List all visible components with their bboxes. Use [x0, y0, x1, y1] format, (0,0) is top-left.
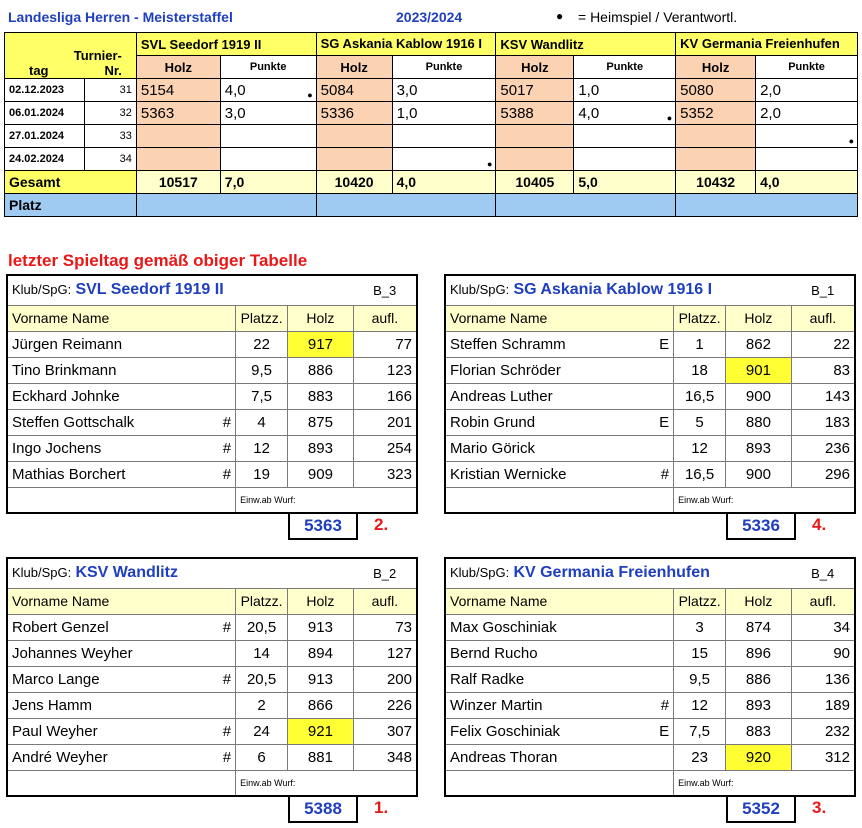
schedule-row: [5, 102, 858, 125]
platz-label: Platz: [5, 194, 137, 217]
player-holz: 901: [726, 357, 792, 383]
player-aufl: 143: [791, 383, 855, 409]
punkte-header: Punkte: [392, 56, 496, 79]
holz-cell: [136, 148, 220, 171]
player-name: Eckhard Johnke: [7, 383, 186, 409]
gesamt-holz: 10432: [676, 171, 756, 194]
holz-cell: [496, 148, 574, 171]
player-mark: [624, 640, 674, 666]
player-aufl: 323: [353, 461, 417, 487]
player-name: Paul Weyher: [7, 718, 186, 744]
column-header-row: [445, 588, 855, 614]
holz-cell: [676, 125, 756, 148]
einw-spacer: [445, 487, 674, 513]
player-platz: 3: [674, 614, 726, 640]
club-row: [445, 558, 855, 588]
holz-header: Holz: [676, 56, 756, 79]
player-holz: 883: [288, 383, 354, 409]
club-cell: [7, 275, 353, 305]
player-name: Mario Görick: [445, 435, 624, 461]
player-mark: #: [624, 692, 674, 718]
holz-cell: [496, 125, 574, 148]
player-platz: 16,5: [674, 383, 726, 409]
player-platz: 16,5: [674, 461, 726, 487]
player-name: Andreas Luther: [445, 383, 624, 409]
team-card-kablow: [444, 274, 856, 535]
player-aufl: 236: [791, 435, 855, 461]
player-platz: 14: [236, 640, 288, 666]
holz-cell: 5363: [136, 102, 220, 125]
player-platz: 4: [236, 409, 288, 435]
punkte-cell: 1,0: [392, 102, 496, 125]
player-holz: 880: [726, 409, 792, 435]
player-platz: 12: [236, 435, 288, 461]
player-name: Steffen Schramm: [445, 331, 624, 357]
einw-label: Einw.ab Wurf:: [674, 770, 855, 796]
player-row: [7, 666, 417, 692]
player-aufl: 166: [353, 383, 417, 409]
player-name: Kristian Wernicke: [445, 461, 624, 487]
league-title: Landesliga Herren - Meisterstaffel: [8, 9, 233, 25]
player-holz: 874: [726, 614, 792, 640]
player-mark: [624, 614, 674, 640]
player-platz: 18: [674, 357, 726, 383]
punkte-cell: [220, 148, 316, 171]
club-code: B_4: [791, 558, 855, 588]
club-cell: [445, 275, 791, 305]
player-holz: 909: [288, 461, 354, 487]
player-name: Ralf Radke: [445, 666, 624, 692]
player-mark: [624, 435, 674, 461]
row-date: 06.01.2024: [5, 102, 85, 125]
holz-cell: 5154: [136, 79, 220, 102]
punkte-cell: [392, 148, 496, 171]
player-row: [445, 614, 855, 640]
club-row: [7, 275, 417, 305]
team-total: 5336: [726, 512, 796, 540]
player-mark: [186, 357, 236, 383]
team-table: [444, 557, 856, 797]
player-aufl: 296: [791, 461, 855, 487]
gesamt-row: [5, 171, 858, 194]
player-name: Jürgen Reimann: [7, 331, 186, 357]
player-mark: [624, 744, 674, 770]
club-row: [445, 275, 855, 305]
row-date: 27.01.2024: [5, 125, 85, 148]
einw-row: [7, 770, 417, 796]
platz-cell: [676, 194, 858, 217]
column-header-row: [445, 305, 855, 331]
gesamt-punkte: 4,0: [392, 171, 496, 194]
club-prefix: Klub/SpG:: [12, 565, 72, 581]
gesamt-holz: 10517: [136, 171, 220, 194]
holz-cell: 5080: [676, 79, 756, 102]
row-date: 24.02.2024: [5, 148, 85, 171]
home-dot-icon: ●: [556, 9, 564, 23]
player-mark: [186, 331, 236, 357]
player-mark: [186, 640, 236, 666]
player-mark: [186, 692, 236, 718]
club-prefix: Klub/SpG:: [12, 282, 72, 298]
team-header-1: SVL Seedorf 1919 II: [136, 33, 316, 56]
player-name: Steffen Gottschalk: [7, 409, 186, 435]
punkte-cell: 2,0: [756, 79, 858, 102]
punkte-header: Punkte: [220, 56, 316, 79]
player-aufl: 127: [353, 640, 417, 666]
player-holz: 900: [726, 461, 792, 487]
player-platz: 1: [674, 331, 726, 357]
platz-row: [5, 194, 858, 217]
punkte-cell: [756, 125, 858, 148]
team-header-2: SG Askania Kablow 1916 I: [316, 33, 496, 56]
player-aufl: 232: [791, 718, 855, 744]
player-mark: #: [624, 461, 674, 487]
holz-cell: 5017: [496, 79, 574, 102]
team-table: [444, 274, 856, 514]
player-name: Max Goschiniak: [445, 614, 624, 640]
col-aufl-header: aufl.: [353, 305, 417, 331]
club-code: B_1: [791, 275, 855, 305]
player-aufl: 77: [353, 331, 417, 357]
punkte-cell: 3,0: [392, 79, 496, 102]
holz-header: Holz: [136, 56, 220, 79]
player-holz: 913: [288, 666, 354, 692]
team-header-4: KV Germania Freienhufen: [676, 33, 858, 56]
player-name: Winzer Martin: [445, 692, 624, 718]
player-name: Johannes Weyher: [7, 640, 186, 666]
club-cell: [445, 558, 791, 588]
schedule-row: [5, 125, 858, 148]
player-mark: E: [624, 409, 674, 435]
player-platz: 15: [674, 640, 726, 666]
player-holz: 896: [726, 640, 792, 666]
col-holz-header: Holz: [288, 305, 354, 331]
player-row: [7, 461, 417, 487]
einw-row: [445, 487, 855, 513]
player-mark: [624, 383, 674, 409]
platz-cell: [496, 194, 676, 217]
player-name: Andreas Thoran: [445, 744, 624, 770]
schedule-row: [5, 148, 858, 171]
player-mark: [624, 666, 674, 692]
player-row: [7, 383, 417, 409]
col-name-header: Vorname Name: [445, 588, 674, 614]
team-total: 5363: [288, 512, 358, 540]
player-aufl: 307: [353, 718, 417, 744]
player-name: Jens Hamm: [7, 692, 186, 718]
player-row: [445, 383, 855, 409]
holz-cell: [136, 125, 220, 148]
holz-cell: 5084: [316, 79, 392, 102]
punkte-header: Punkte: [756, 56, 858, 79]
player-platz: 12: [674, 435, 726, 461]
player-row: [445, 461, 855, 487]
einw-row: [7, 487, 417, 513]
punkte-cell: 3,0: [220, 102, 316, 125]
col-aufl-header: aufl.: [353, 588, 417, 614]
punkte-header: Punkte: [574, 56, 676, 79]
player-aufl: 136: [791, 666, 855, 692]
player-holz: 875: [288, 409, 354, 435]
col-holz-header: Holz: [288, 588, 354, 614]
player-row: [445, 357, 855, 383]
player-name: Marco Lange: [7, 666, 186, 692]
section-subtitle: letzter Spieltag gemäß obiger Tabelle: [8, 251, 308, 270]
player-holz: 913: [288, 614, 354, 640]
player-name: André Weyher: [7, 744, 186, 770]
team-rank: 3.: [812, 798, 827, 817]
player-mark: #: [186, 666, 236, 692]
player-name: Robert Genzel: [7, 614, 186, 640]
holz-cell: [676, 148, 756, 171]
row-date: 02.12.2023: [5, 79, 85, 102]
club-row: [7, 558, 417, 588]
row-nr: 34: [84, 148, 136, 171]
player-aufl: 201: [353, 409, 417, 435]
punkte-cell: [574, 148, 676, 171]
player-aufl: 189: [791, 692, 855, 718]
player-name: Robin Grund: [445, 409, 624, 435]
schedule-header-row-1: [5, 33, 858, 56]
col-aufl-header: aufl.: [791, 305, 855, 331]
player-aufl: 123: [353, 357, 417, 383]
team-table: [6, 274, 418, 514]
season-label: 2023/2024: [396, 9, 463, 25]
team-card-wandlitz: [6, 557, 418, 818]
gesamt-holz: 10405: [496, 171, 574, 194]
player-platz: 24: [236, 718, 288, 744]
player-holz: 893: [726, 692, 792, 718]
col-nr-label: Nr.: [104, 63, 122, 78]
player-aufl: 348: [353, 744, 417, 770]
player-mark: [186, 383, 236, 409]
team-card-freienhufen: [444, 557, 856, 818]
platz-cell: [316, 194, 496, 217]
player-row: [445, 435, 855, 461]
row-nr: 33: [84, 125, 136, 148]
einw-spacer: [445, 770, 674, 796]
holz-header: Holz: [316, 56, 392, 79]
player-aufl: 22: [791, 331, 855, 357]
player-row: [7, 744, 417, 770]
player-platz: 20,5: [236, 614, 288, 640]
punkte-cell: 4,0 ●: [220, 79, 316, 102]
player-platz: 6: [236, 744, 288, 770]
col-platz-header: Platzz.: [674, 305, 726, 331]
club-prefix: Klub/SpG:: [450, 565, 510, 581]
player-holz: 893: [288, 435, 354, 461]
team-rank: 1.: [374, 798, 389, 817]
player-mark: #: [186, 614, 236, 640]
col-turniertag: [5, 33, 137, 79]
player-holz: 894: [288, 640, 354, 666]
punkte-cell: [392, 125, 496, 148]
player-platz: 7,5: [674, 718, 726, 744]
header-bar: [0, 0, 862, 34]
platz-cell: [136, 194, 316, 217]
player-holz: 862: [726, 331, 792, 357]
gesamt-punkte: 5,0: [574, 171, 676, 194]
player-mark: #: [186, 409, 236, 435]
punkte-cell: [574, 125, 676, 148]
player-row: [7, 409, 417, 435]
player-mark: #: [186, 744, 236, 770]
player-row: [7, 357, 417, 383]
column-header-row: [7, 588, 417, 614]
einw-label: Einw.ab Wurf:: [674, 487, 855, 513]
legend-text: = Heimspiel / Verantwortl.: [578, 9, 738, 25]
player-name: Tino Brinkmann: [7, 357, 186, 383]
player-aufl: 34: [791, 614, 855, 640]
punkte-cell: 2,0: [756, 102, 858, 125]
club-name: KV Germania Freienhufen: [513, 564, 710, 582]
col-name-header: Vorname Name: [445, 305, 674, 331]
col-platz-header: Platzz.: [236, 305, 288, 331]
team-total: 5352: [726, 795, 796, 823]
player-row: [7, 718, 417, 744]
col-tag-label: tag: [29, 63, 49, 78]
team-rank: 2.: [374, 515, 389, 534]
player-row: [7, 331, 417, 357]
punkte-cell: 1,0: [574, 79, 676, 102]
player-aufl: 90: [791, 640, 855, 666]
player-platz: 2: [236, 692, 288, 718]
einw-spacer: [7, 487, 236, 513]
team-card-seedorf: [6, 274, 418, 535]
player-row: [445, 692, 855, 718]
player-row: [445, 409, 855, 435]
player-name: Florian Schröder: [445, 357, 624, 383]
schedule-row: [5, 79, 858, 102]
club-name: KSV Wandlitz: [75, 564, 178, 582]
player-row: [7, 640, 417, 666]
gesamt-label: Gesamt: [5, 171, 137, 194]
player-mark: #: [186, 461, 236, 487]
holz-header: Holz: [496, 56, 574, 79]
player-platz: 23: [674, 744, 726, 770]
player-platz: 5: [674, 409, 726, 435]
player-name: Mathias Borchert: [7, 461, 186, 487]
team-header-3: KSV Wandlitz: [496, 33, 676, 56]
player-mark: E: [624, 718, 674, 744]
player-platz: 7,5: [236, 383, 288, 409]
player-row: [445, 666, 855, 692]
col-holz-header: Holz: [726, 305, 792, 331]
einw-row: [445, 770, 855, 796]
player-platz: 9,5: [236, 357, 288, 383]
player-holz: 886: [726, 666, 792, 692]
gesamt-punkte: 7,0: [220, 171, 316, 194]
player-holz: 881: [288, 744, 354, 770]
team-table: [6, 557, 418, 797]
player-row: [445, 640, 855, 666]
player-holz: 921: [288, 718, 354, 744]
col-name-header: Vorname Name: [7, 588, 236, 614]
col-holz-header: Holz: [726, 588, 792, 614]
holz-cell: [316, 148, 392, 171]
player-name: Felix Goschiniak: [445, 718, 624, 744]
player-holz: 886: [288, 357, 354, 383]
club-name: SG Askania Kablow 1916 I: [513, 281, 713, 299]
col-platz-header: Platzz.: [674, 588, 726, 614]
player-aufl: 183: [791, 409, 855, 435]
player-aufl: 312: [791, 744, 855, 770]
club-cell: [7, 558, 353, 588]
holz-cell: 5388: [496, 102, 574, 125]
row-nr: 32: [84, 102, 136, 125]
player-platz: 20,5: [236, 666, 288, 692]
row-nr: 31: [84, 79, 136, 102]
player-platz: 9,5: [674, 666, 726, 692]
player-holz: 900: [726, 383, 792, 409]
einw-spacer: [7, 770, 236, 796]
club-code: B_2: [353, 558, 417, 588]
holz-cell: 5336: [316, 102, 392, 125]
player-row: [445, 718, 855, 744]
player-name: Bernd Rucho: [445, 640, 624, 666]
player-aufl: 83: [791, 357, 855, 383]
col-platz-header: Platzz.: [236, 588, 288, 614]
team-total: 5388: [288, 795, 358, 823]
player-holz: 920: [726, 744, 792, 770]
player-mark: #: [186, 718, 236, 744]
player-mark: #: [186, 435, 236, 461]
player-row: [7, 692, 417, 718]
gesamt-punkte: 4,0: [756, 171, 858, 194]
player-aufl: 226: [353, 692, 417, 718]
player-mark: E: [624, 331, 674, 357]
player-row: [445, 744, 855, 770]
player-holz: 866: [288, 692, 354, 718]
club-code: B_3: [353, 275, 417, 305]
einw-label: Einw.ab Wurf:: [236, 770, 417, 796]
player-aufl: 254: [353, 435, 417, 461]
player-platz: 19: [236, 461, 288, 487]
punkte-cell: [220, 125, 316, 148]
punkte-cell: 4,0 ●: [574, 102, 676, 125]
player-aufl: 200: [353, 666, 417, 692]
col-name-header: Vorname Name: [7, 305, 236, 331]
team-rank: 4.: [812, 515, 827, 534]
player-platz: 12: [674, 692, 726, 718]
holz-cell: 5352: [676, 102, 756, 125]
player-row: [7, 614, 417, 640]
col-turniertag-label: Turnier-: [73, 48, 122, 63]
player-holz: 893: [726, 435, 792, 461]
einw-label: Einw.ab Wurf:: [236, 487, 417, 513]
player-holz: 883: [726, 718, 792, 744]
punkte-cell: [756, 148, 858, 171]
holz-cell: [316, 125, 392, 148]
player-mark: [624, 357, 674, 383]
player-row: [445, 331, 855, 357]
player-platz: 22: [236, 331, 288, 357]
player-aufl: 73: [353, 614, 417, 640]
player-row: [7, 435, 417, 461]
player-name: Ingo Jochens: [7, 435, 186, 461]
club-prefix: Klub/SpG:: [450, 282, 510, 298]
col-aufl-header: aufl.: [791, 588, 855, 614]
player-holz: 917: [288, 331, 354, 357]
schedule-table: [4, 32, 858, 217]
column-header-row: [7, 305, 417, 331]
gesamt-holz: 10420: [316, 171, 392, 194]
club-name: SVL Seedorf 1919 II: [75, 281, 224, 299]
